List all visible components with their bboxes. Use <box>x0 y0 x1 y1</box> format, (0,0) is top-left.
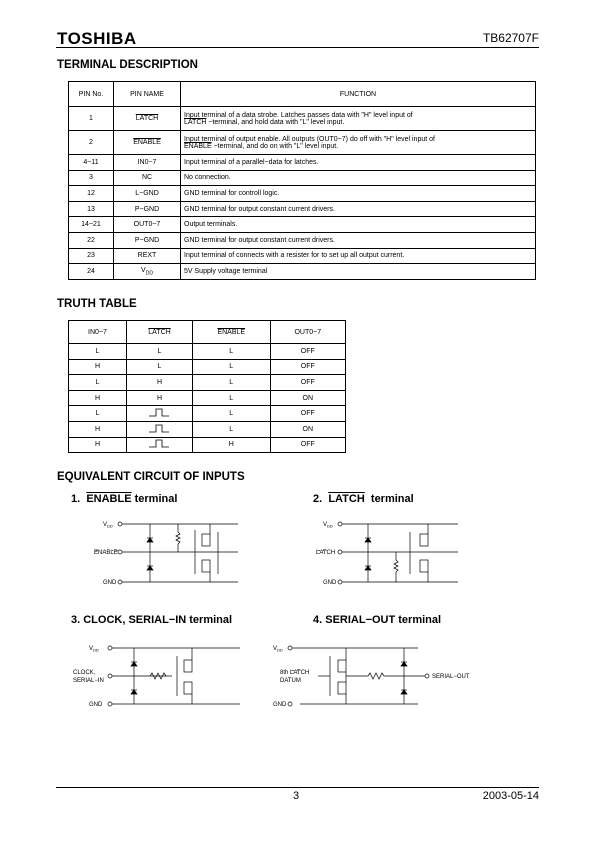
col-out: OUT0~7 <box>270 321 345 344</box>
pin-number-cell: 13 <box>69 201 114 217</box>
col-enable: ENABLE <box>192 321 270 344</box>
gnd-label: GND <box>89 702 103 708</box>
truth-table-title: TRUTH TABLE <box>57 298 137 310</box>
truth-cell: H <box>69 421 127 437</box>
pin-number-cell: 1 <box>69 107 114 131</box>
truth-cell: L <box>126 344 192 360</box>
function-cell: Input terminal of connects with a resister for to set up all output current. <box>181 248 536 264</box>
datum-label: DATUM <box>280 678 301 684</box>
truth-cell <box>126 406 192 422</box>
truth-table <box>68 320 346 453</box>
terminal-row <box>69 264 536 280</box>
truth-cell: L <box>192 344 270 360</box>
header-rule <box>56 47 539 48</box>
terminal-row <box>69 248 536 264</box>
footer-rule <box>56 787 539 788</box>
pin-number-cell: 14~21 <box>69 217 114 233</box>
truth-cell: H <box>69 359 127 375</box>
subsection-clock-serial-in: 3. CLOCK, SERIAL−IN terminal <box>71 614 233 626</box>
col-pin-name: PIN NAME <box>114 82 181 107</box>
truth-cell: L <box>192 390 270 406</box>
pin-name-cell: L−GND <box>114 186 181 202</box>
truth-row <box>69 375 346 391</box>
truth-cell: H <box>69 437 127 453</box>
truth-cell: L <box>192 375 270 391</box>
eighth-latch-label: 8th LATCH <box>280 670 310 676</box>
latch-circuit-diagram <box>316 512 460 592</box>
truth-cell <box>126 421 192 437</box>
gnd-label: GND <box>323 580 337 586</box>
function-cell: Input terminal of output enable. All outputs (OUT0~7) do off with "H" level input of ENABLE −terminal, and do on with "L" level input. <box>181 131 536 155</box>
pin-number-cell: 12 <box>69 186 114 202</box>
truth-row <box>69 359 346 375</box>
truth-row <box>69 421 346 437</box>
terminal-table <box>68 81 536 280</box>
footer-date: 2003-05-14 <box>482 790 539 802</box>
pin-number-cell: 24 <box>69 264 114 280</box>
function-cell: No connection. <box>181 170 536 186</box>
function-cell: 5V Supply voltage terminal <box>181 264 536 280</box>
truth-cell: OFF <box>270 406 345 422</box>
truth-cell: OFF <box>270 359 345 375</box>
truth-table-body <box>69 344 346 453</box>
subsection-latch-terminal: 2. LATCH terminal <box>313 493 414 505</box>
clock-serial-in-circuit-diagram <box>72 638 242 713</box>
pin-name-cell: LATCH <box>114 107 181 131</box>
col-pin-no: PIN No. <box>69 82 114 107</box>
function-cell: Input terminal of a parallel−data for latches. <box>181 155 536 171</box>
truth-cell: L <box>69 406 127 422</box>
pulse-icon <box>148 424 170 433</box>
truth-cell: H <box>69 390 127 406</box>
toshiba-logo: TOSHIBA <box>57 29 137 48</box>
vdd-label: $V_{DD}$ <box>273 646 283 653</box>
truth-row <box>69 406 346 422</box>
pin-name-cell: P−GND <box>114 201 181 217</box>
terminal-row <box>69 107 536 131</box>
pin-name-cell: NC <box>114 170 181 186</box>
pin-number-cell: 2 <box>69 131 114 155</box>
serial-in-label: SERIAL−IN <box>73 678 104 684</box>
truth-row <box>69 344 346 360</box>
truth-cell: L <box>69 375 127 391</box>
equivalent-circuit-title: EQUIVALENT CIRCUIT OF INPUTS <box>57 471 245 483</box>
subsection-serial-out: 4. SERIAL−OUT terminal <box>313 614 442 626</box>
truth-row <box>69 437 346 453</box>
pin-name-cell: OUT0~7 <box>114 217 181 233</box>
pin-name-cell: $V_{DD}$ <box>114 264 181 280</box>
truth-cell: ON <box>270 390 345 406</box>
pulse-icon <box>148 439 170 448</box>
pin-number-cell: 23 <box>69 248 114 264</box>
truth-cell: OFF <box>270 375 345 391</box>
terminal-row <box>69 217 536 233</box>
pin-name-cell: P−GND <box>114 232 181 248</box>
truth-cell: H <box>192 437 270 453</box>
truth-cell: OFF <box>270 344 345 360</box>
truth-cell: L <box>192 406 270 422</box>
enable-circuit-diagram <box>94 512 240 592</box>
truth-cell: L <box>126 359 192 375</box>
pin-number-cell: 22 <box>69 232 114 248</box>
col-latch: LATCH <box>126 321 192 344</box>
vdd-label: $V_{DD}$ <box>89 646 99 653</box>
function-cell: GND terminal for controll logic. <box>181 186 536 202</box>
col-function: FUNCTION <box>181 82 536 107</box>
latch-label: LATCH <box>316 550 336 556</box>
subsection-enable-terminal: 1. ENABLE terminal <box>71 493 178 505</box>
pulse-icon <box>148 408 170 417</box>
enable-label: ENABLE <box>94 550 118 556</box>
truth-row <box>69 390 346 406</box>
pin-name-cell: IN0~7 <box>114 155 181 171</box>
serial-out-circuit-diagram <box>270 638 470 713</box>
gnd-label: GND <box>273 702 287 708</box>
gnd-label: GND <box>103 580 117 586</box>
terminal-description-title: TERMINAL DESCRIPTION <box>57 59 198 71</box>
truth-cell: L <box>69 344 127 360</box>
function-cell: Output terminals. <box>181 217 536 233</box>
function-cell: Input terminal of a data strobe. Latches passes data with "H" level input of LATCH −terminal, and hold data with "L" level input. <box>181 107 536 131</box>
pin-number-cell: 3 <box>69 170 114 186</box>
pin-number-cell: 4~11 <box>69 155 114 171</box>
truth-cell: L <box>192 421 270 437</box>
terminal-row <box>69 186 536 202</box>
terminal-row <box>69 232 536 248</box>
pin-name-cell: ENABLE <box>114 131 181 155</box>
vdd-label: $V_{DD}$ <box>103 522 113 529</box>
truth-cell: L <box>192 359 270 375</box>
terminal-table-body <box>69 107 536 280</box>
vdd-label: $V_{DD}$ <box>323 522 333 529</box>
terminal-row <box>69 155 536 171</box>
page-number: 3 <box>293 790 300 802</box>
truth-cell: H <box>126 390 192 406</box>
truth-cell: OFF <box>270 437 345 453</box>
part-number: TB62707F <box>482 31 539 45</box>
terminal-row <box>69 201 536 217</box>
clock-label: CLOCK, <box>73 670 96 676</box>
terminal-row <box>69 131 536 155</box>
terminal-row <box>69 170 536 186</box>
function-cell: GND terminal for output constant current drivers. <box>181 232 536 248</box>
pin-name-cell: REXT <box>114 248 181 264</box>
function-cell: GND terminal for output constant current drivers. <box>181 201 536 217</box>
serial-out-label: SERIAL−OUT <box>432 674 470 680</box>
col-in: IN0~7 <box>69 321 127 344</box>
truth-cell: H <box>126 375 192 391</box>
truth-cell <box>126 437 192 453</box>
truth-cell: ON <box>270 421 345 437</box>
